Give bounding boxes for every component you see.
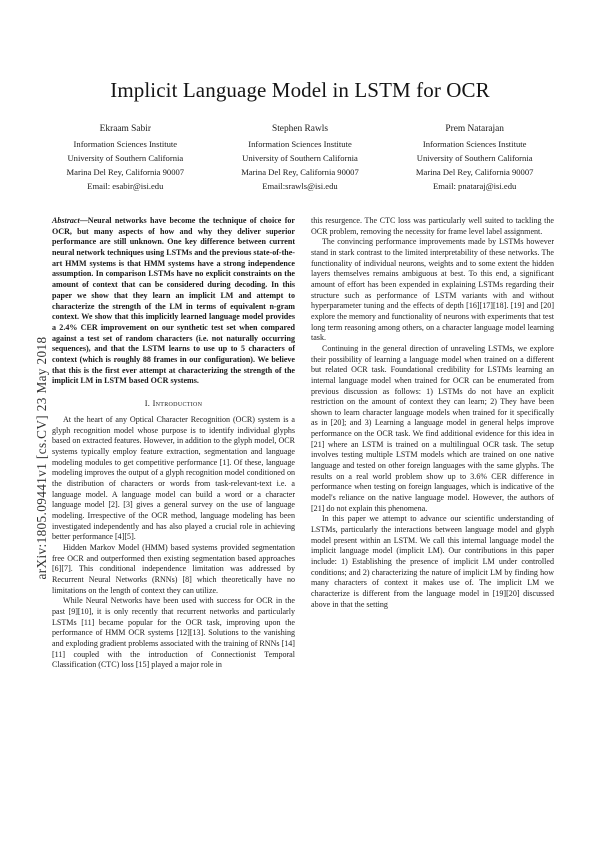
section-heading-introduction: I. Introduction [144,399,203,408]
author-entry [387,122,562,193]
author-university: University of Southern California [67,152,184,163]
author-address: Marina Del Rey, California 90007 [415,166,534,177]
right-column [311,216,554,746]
title-block [40,78,560,103]
paragraph: Continuing in the general direction of unraveling LSTMs, we explore their possibility of learning a language model when trained on a different but related OCR task. Foundational credibility for LSTMs learning an internal language model when trained for OCR can be enumerated from previous discussion as follows: 1) LSTMs do not have an explicit restriction on the amount of context they can learn; 2) They have been shown to learn character language models when trained for it specifically as in [20]; and 3) Learning a language model in general helps improve performance on the OCR task. We find additional evidence for this idea in [21] where an LSTM is trained on a multilingual OCR task. The setup involves testing multiple LSTM models which are trained on one native language and tested on other foreign languages with the same glyphs. The results on a real world problem show up to 3.6% CER difference in performance when testing on foreign languages, which is indicative of the model's reliance on the native language model. However, the authors of [21] do not explain this phenomena. [311,343,554,513]
abstract-text: Neural networks have become the technique of choice for OCR, but many aspects of how and why they deliver superior performance are still unknown. One key difference between current neural network techniques using LSTMs and the previous state-of-the-art HMM systems is that HMM systems have a strong independence assumption. In comparison LSTMs have no explicit constraints on the amount of context that can be considered during decoding. In this paper we show that they learn an implicit LM and attempt to characterize the strength of the LM in terms of equivalent n-gram context. We show that this implicitly learned language model provides a 2.4% CER improvement on our synthetic test set when compared against a test set of random characters (i.e. not naturally occurring sequences), and that the LSTM learns to use up to 5 characters of context (which is roughly 88 frames in our configuration). We believe that this is the first ever attempt at characterizing the strength of the implicit LM in LSTM based OCR systems. [52,216,295,386]
author-university: University of Southern California [416,152,533,163]
author-institute: Information Sciences Institute [73,138,178,149]
page-title: Implicit Language Model in LSTM for OCR [110,78,490,102]
author-email: Email: esabir@isi.edu [87,180,164,191]
author-email: Email: pnataraj@isi.edu [433,180,517,191]
left-column [52,216,295,746]
author-email: Email:srawls@isi.edu [262,180,338,191]
author-name: Ekraam Sabir [99,124,151,134]
author-institute: Information Sciences Institute [422,138,527,149]
abstract-paragraph [52,216,295,387]
author-name: Prem Natarajan [445,124,504,134]
abstract-label: Abstract— [52,216,88,225]
author-entry [213,122,388,193]
author-institute: Information Sciences Institute [248,138,352,149]
arxiv-watermark: arXiv:1805.09441v1 [cs.CV] 23 May 2018 [34,336,49,580]
author-name: Stephen Rawls [271,124,328,134]
paragraph: The convincing performance improvements made by LSTMs however stand in stark contrast to the limited interpretability of these networks. The functionality of individual neurons, weights and to some extent the hidden layers themselves remains ambiguous at best. To this end, a significant amount of effort has been expended in explaining LSTMs regarding their structure such as performance of LSTM variants with and without hyperparameter tuning and the effects of depth [16][17][18]. [19] and [20] explore the memory and functionality of neurons with experiments that test long term reasoning among others, on a character language model learning task. [311,237,554,343]
paragraph: In this paper we attempt to advance our scientific understanding of LSTMs, particularly the interactions between language model and glyph model present within an LSTM. We call this internal language model the implicit language model (implicit LM). Our contributions in this paper include: 1) Establishing the presence of implicit LM under controlled conditions; and 2) characterizing the nature of implicit LM by finding how many characters of context it makes use of. The implicit LM we characterize is different from the language model in [19][20] discussed above in that the setting [311,514,554,609]
paragraph: While Neural Networks have been used with success for OCR in the past [9][10], it is only recently that recurrent networks and particularly LSTMs [11] became popular for the OCR task, improving upon the performance of HMM OCR systems [12][13]. Solutions to the vanishing and exploding gradient problems associated with the training of RNNs [14][11] coupled with the introduction of Connectionist Temporal Classification (CTC) loss [15] played a major role in [52,596,295,670]
paragraph: this resurgence. The CTC loss was particularly well suited to tackling the OCR problem, removing the necessity for frame level label assignment. [311,216,554,236]
author-entry [38,122,213,193]
author-block [38,122,562,193]
paragraph: At the heart of any Optical Character Recognition (OCR) system is a glyph recognition model whose purpose is to identify individual glyphs based on extracted features. However, in addition to the glyph model, OCR systems typically employ feature extraction, segmentation and language modeling modules to get competitive performance [1]. Of these, language modeling improves the output of a glyph recognition model conditioned on the distribution of characters or words from task-relevant-text i.e. a language model. A language model can build a word or a character language model [2]. [3] gives a general survey on the use of language modeling. Irrespective of the OCR method, language modeling has been investigated independently and has also played a crucial role in achieving better performance [4][5]. [52,415,295,542]
author-address: Marina Del Rey, California 90007 [66,166,185,177]
paragraph: Hidden Markov Model (HMM) based systems provided segmentation free OCR and outperformed then existing segmentation based approaches [6][7]. This conditional independence limitation was addressed by Recurrent Neural Networks (RNNs) [8] which theoretically have no limitations on the length of context they can utilize. [52,543,295,595]
author-address: Marina Del Rey, California 90007 [241,166,359,177]
author-university: University of Southern California [242,152,358,163]
body-columns [52,216,554,746]
